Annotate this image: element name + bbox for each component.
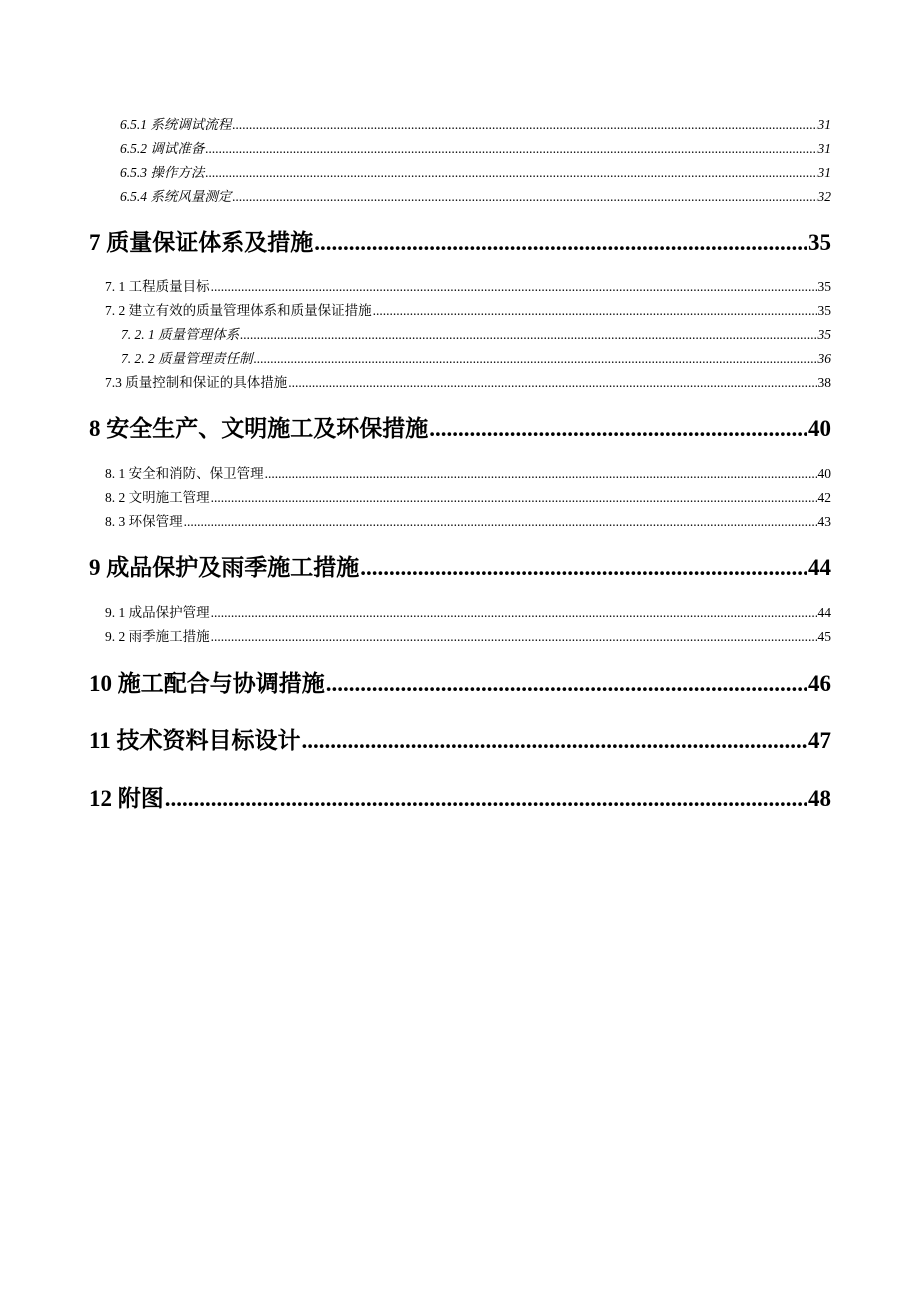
toc-entry-title: 9. 2 雨季施工措施 bbox=[105, 629, 210, 644]
toc-chapter-page: 47 bbox=[808, 728, 831, 753]
toc-entry-page: 42 bbox=[817, 490, 831, 505]
toc-entry-7-2-2[interactable] bbox=[121, 347, 831, 367]
toc-leader-dots bbox=[326, 671, 807, 697]
toc-leader-dots bbox=[360, 555, 807, 581]
toc-entry-6-5-4[interactable] bbox=[120, 185, 831, 205]
toc-leader-dots bbox=[254, 351, 817, 367]
toc-chapter-8[interactable] bbox=[89, 410, 831, 442]
toc-entry-7-3[interactable] bbox=[105, 371, 831, 391]
toc-leader-dots bbox=[288, 375, 816, 391]
toc-leader-dots bbox=[240, 327, 816, 343]
toc-chapter-title: 12 附图 bbox=[89, 786, 164, 811]
toc-chapter-title: 8 安全生产、文明施工及环保措施 bbox=[89, 416, 429, 441]
toc-entry-page: 44 bbox=[817, 605, 831, 620]
toc-chapter-page: 46 bbox=[808, 671, 831, 696]
toc-chapter-7[interactable] bbox=[89, 224, 831, 256]
toc-leader-dots bbox=[205, 165, 816, 181]
toc-entry-page: 35 bbox=[817, 279, 831, 294]
toc-entry-6-5-3[interactable] bbox=[120, 161, 831, 181]
toc-chapter-page: 48 bbox=[808, 786, 831, 811]
toc-entry-8-1[interactable] bbox=[105, 462, 831, 482]
toc-leader-dots bbox=[232, 117, 816, 133]
toc-leader-dots bbox=[429, 416, 807, 442]
toc-entry-6-5-1[interactable] bbox=[120, 113, 831, 133]
toc-entry-title: 7. 2. 1 质量管理体系 bbox=[121, 327, 240, 342]
toc-entry-9-2[interactable] bbox=[105, 625, 831, 645]
toc-entry-title: 8. 2 文明施工管理 bbox=[105, 490, 210, 505]
toc-entry-title: 6.5.4 系统风量测定 bbox=[120, 189, 232, 204]
toc-leader-dots bbox=[211, 279, 817, 295]
toc-entry-page: 36 bbox=[817, 351, 831, 366]
toc-leader-dots bbox=[205, 141, 816, 157]
toc-leader-dots bbox=[211, 490, 817, 506]
toc-chapter-title: 11 技术资料目标设计 bbox=[89, 728, 301, 753]
toc-entry-title: 6.5.2 调试准备 bbox=[120, 141, 205, 156]
toc-entry-page: 35 bbox=[817, 327, 831, 342]
toc-leader-dots bbox=[301, 728, 807, 754]
toc-leader-dots bbox=[211, 605, 817, 621]
toc-entry-page: 31 bbox=[817, 141, 831, 156]
toc-chapter-9[interactable] bbox=[89, 549, 831, 581]
toc-entry-title: 8. 3 环保管理 bbox=[105, 514, 183, 529]
toc-entry-title: 8. 1 安全和消防、保卫管理 bbox=[105, 466, 264, 481]
toc-leader-dots bbox=[232, 189, 816, 205]
toc-chapter-12[interactable] bbox=[89, 780, 831, 812]
toc-entry-7-2-1[interactable] bbox=[121, 323, 831, 343]
toc-entry-page: 38 bbox=[817, 375, 831, 390]
toc-entry-page: 40 bbox=[817, 466, 831, 481]
toc-entry-8-2[interactable] bbox=[105, 486, 831, 506]
toc-entry-6-5-2[interactable] bbox=[120, 137, 831, 157]
toc-chapter-page: 35 bbox=[808, 230, 831, 255]
toc-entry-title: 6.5.1 系统调试流程 bbox=[120, 117, 232, 132]
toc-leader-dots bbox=[165, 786, 807, 812]
toc-chapter-page: 40 bbox=[808, 416, 831, 441]
toc-entry-page: 45 bbox=[817, 629, 831, 644]
toc-entry-7-1[interactable] bbox=[105, 275, 831, 295]
toc-chapter-title: 10 施工配合与协调措施 bbox=[89, 671, 325, 696]
toc-entry-page: 31 bbox=[817, 117, 831, 132]
toc-entry-title: 7. 2 建立有效的质量管理体系和质量保证措施 bbox=[105, 303, 372, 318]
toc-chapter-title: 7 质量保证体系及措施 bbox=[89, 230, 314, 255]
toc-entry-page: 35 bbox=[817, 303, 831, 318]
toc-entry-page: 31 bbox=[817, 165, 831, 180]
toc-entry-9-1[interactable] bbox=[105, 601, 831, 621]
toc-entry-page: 43 bbox=[817, 514, 831, 529]
toc-entry-7-2[interactable] bbox=[105, 299, 831, 319]
toc-entry-title: 7. 1 工程质量目标 bbox=[105, 279, 210, 294]
toc-leader-dots bbox=[314, 230, 807, 256]
toc-entry-title: 6.5.3 操作方法 bbox=[120, 165, 205, 180]
toc-leader-dots bbox=[265, 466, 817, 482]
toc-entry-title: 7. 2. 2 质量管理责任制 bbox=[121, 351, 253, 366]
toc-leader-dots bbox=[211, 629, 817, 645]
toc-entry-page: 32 bbox=[817, 189, 831, 204]
toc-chapter-title: 9 成品保护及雨季施工措施 bbox=[89, 555, 360, 580]
toc-entry-title: 7.3 质量控制和保证的具体措施 bbox=[105, 375, 288, 390]
toc-chapter-11[interactable] bbox=[89, 722, 831, 754]
toc-leader-dots bbox=[373, 303, 817, 319]
toc-chapter-page: 44 bbox=[808, 555, 831, 580]
toc-leader-dots bbox=[184, 514, 817, 530]
toc-entry-8-3[interactable] bbox=[105, 510, 831, 530]
toc-chapter-10[interactable] bbox=[89, 665, 831, 697]
toc-entry-title: 9. 1 成品保护管理 bbox=[105, 605, 210, 620]
